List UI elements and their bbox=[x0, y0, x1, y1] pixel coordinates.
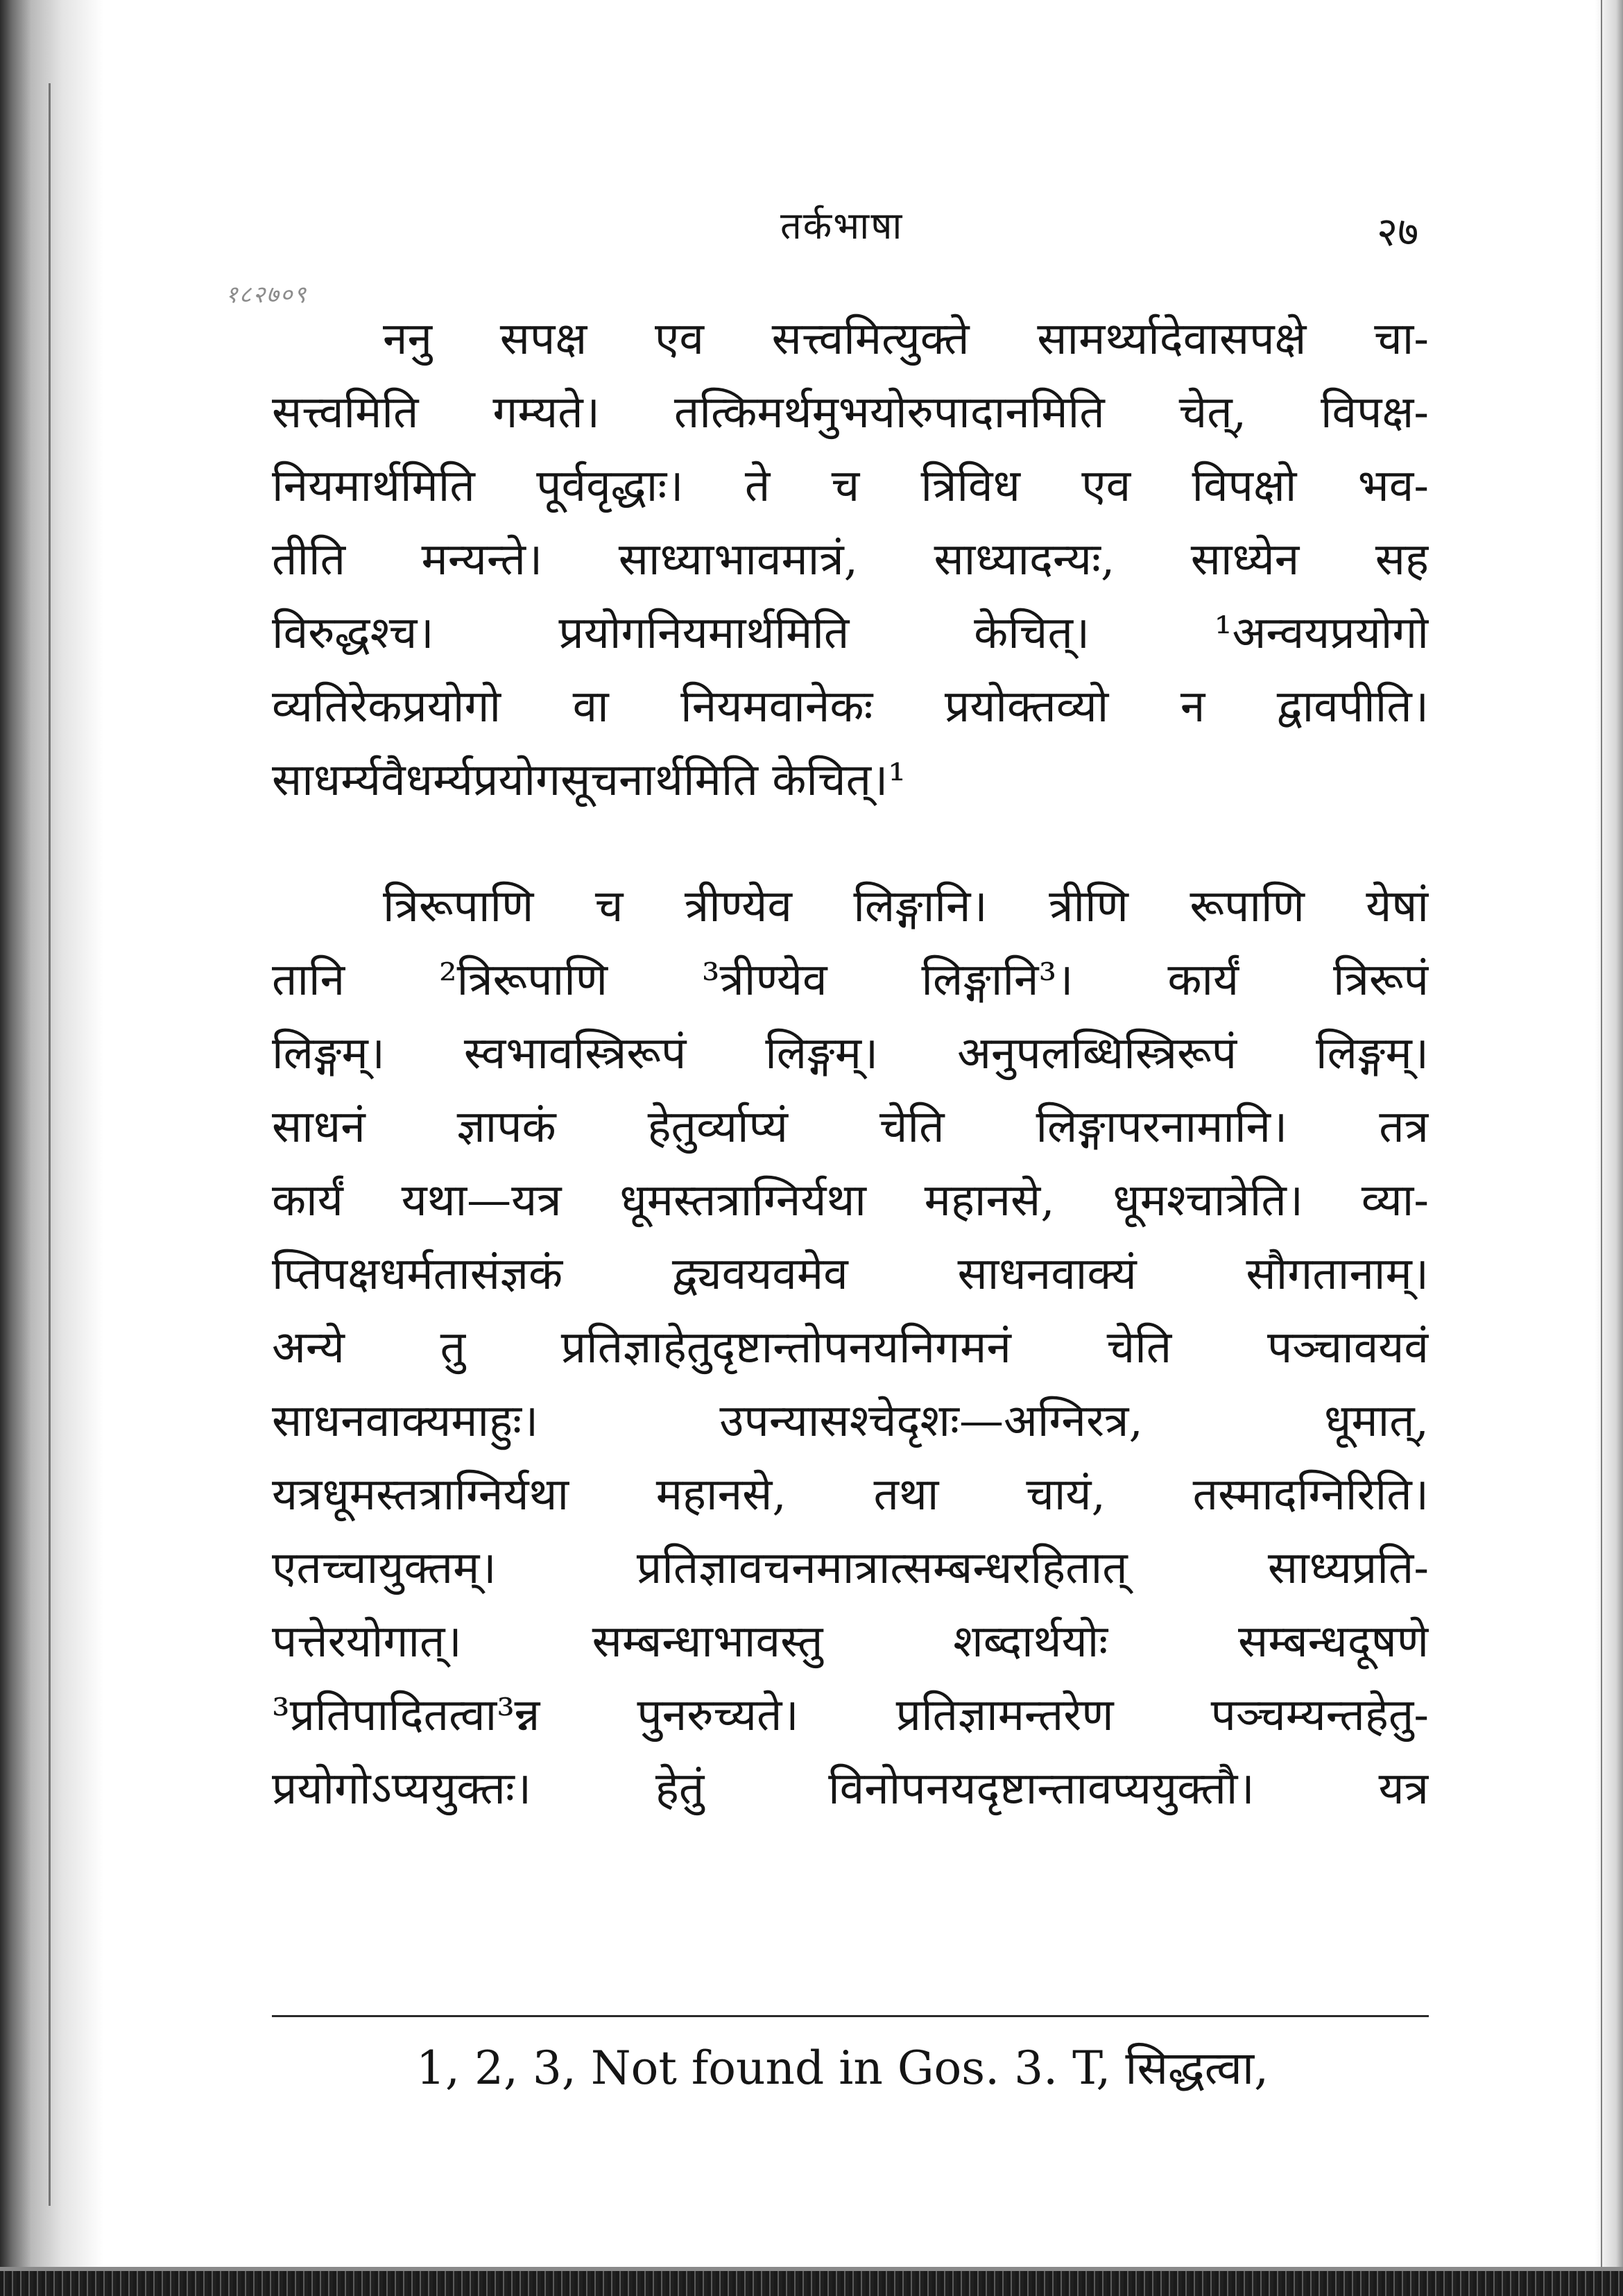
text-line: तीति मन्यन्ते। साध्याभावमात्रं, साध्यादन्यः, साध्येन सह bbox=[272, 534, 1429, 585]
text-line: प्तिपक्षधर्मतासंज्ञकं द्व्यवयवमेव साधनवाक्यं सौगतानाम्। bbox=[272, 1249, 1429, 1300]
text-line: साधर्म्यवैधर्म्यप्रयोगसूचनार्थमिति केचित्।¹ bbox=[272, 755, 907, 806]
text-line: तानि ²त्रिरूपाणि ³त्रीण्येव लिङ्गानि³। कार्यं त्रिरूपं bbox=[272, 954, 1429, 1006]
text-line: अन्ये तु प्रतिज्ञाहेतुदृष्टान्तोपनयनिगमनं चेति पञ्चावयवं bbox=[272, 1322, 1429, 1373]
text-line: यत्रधूमस्तत्राग्निर्यथा महानसे, तथा चायं, तस्मादग्निरिति। bbox=[272, 1469, 1429, 1520]
text-line: ननु सपक्ष एव सत्त्वमित्युक्ते सामर्थ्यादेवासपक्षे चा- bbox=[383, 314, 1429, 365]
page-number: २७ bbox=[1377, 208, 1419, 255]
text-line: प्रयोगोऽप्ययुक्तः। हेतुं विनोपनयदृष्टान्तावप्ययुक्तौ। यत्र bbox=[272, 1763, 1429, 1815]
main-text-block bbox=[272, 302, 1429, 1826]
text-line: व्यतिरेकप्रयोगो वा नियमवानेकः प्रयोक्तव्यो न द्वावपीति। bbox=[272, 681, 1429, 733]
scan-right-edge-line bbox=[1601, 0, 1602, 2296]
scan-right-edge-shadow bbox=[1595, 0, 1623, 2296]
paragraph-gap bbox=[272, 817, 1429, 870]
margin-handwritten-note: १८२७०९ bbox=[225, 281, 308, 309]
text-line: कार्यं यथा—यत्र धूमस्तत्राग्निर्यथा महानसे, धूमश्चात्रेति। व्या- bbox=[272, 1175, 1429, 1226]
text-line: साधनं ज्ञापकं हेतुर्व्याप्यं चेति लिङ्गापरनामानि। तत्र bbox=[272, 1102, 1429, 1153]
text-line: त्रिरूपाणि च त्रीण्येव लिङ्गानि। त्रीणि रूपाणि येषां bbox=[383, 881, 1429, 932]
text-line: लिङ्गम्। स्वभावस्त्रिरूपं लिङ्गम्। अनुपलब्धिस्त्रिरूपं लिङ्गम्। bbox=[272, 1028, 1429, 1079]
footnote-divider bbox=[272, 2015, 1429, 2017]
text-line: एतच्चायुक्तम्। प्रतिज्ञावचनमात्रात्सम्बन्धरहितात् साध्यप्रति- bbox=[272, 1543, 1429, 1594]
text-line: ³प्रतिपादितत्वा³न्न पुनरुच्यते। प्रतिज्ञामन्तरेण पञ्चम्यन्तहेतु- bbox=[272, 1690, 1429, 1741]
text-line: सत्त्वमिति गम्यते। तत्किमर्थमुभयोरुपादानमिति चेत्, विपक्ष- bbox=[272, 387, 1429, 438]
text-line: पत्तेरयोगात्। सम्बन्धाभावस्तु शब्दार्थयोः सम्बन्धदूषणे bbox=[272, 1616, 1429, 1668]
running-head: तर्कभाषा bbox=[780, 204, 904, 248]
scan-left-binding-line bbox=[49, 83, 51, 2206]
text-line: साधनवाक्यमाहुः। उपन्यासश्चेदृशः—अग्निरत्र, धूमात्, bbox=[272, 1396, 1429, 1447]
text-line: नियमार्थमिति पूर्ववृद्धाः। ते च त्रिविध एव विपक्षो भव- bbox=[272, 461, 1429, 512]
scan-left-edge-shadow bbox=[0, 0, 104, 2296]
footnote: 1, 2, 3, Not found in Gos. 3. T, सिद्धत्वा, bbox=[416, 2041, 1269, 2095]
scan-bottom-edge-strip bbox=[0, 2271, 1623, 2296]
text-line: विरुद्धश्च। प्रयोगनियमार्थमिति केचित्। ¹अन्वयप्रयोगो bbox=[272, 608, 1429, 659]
